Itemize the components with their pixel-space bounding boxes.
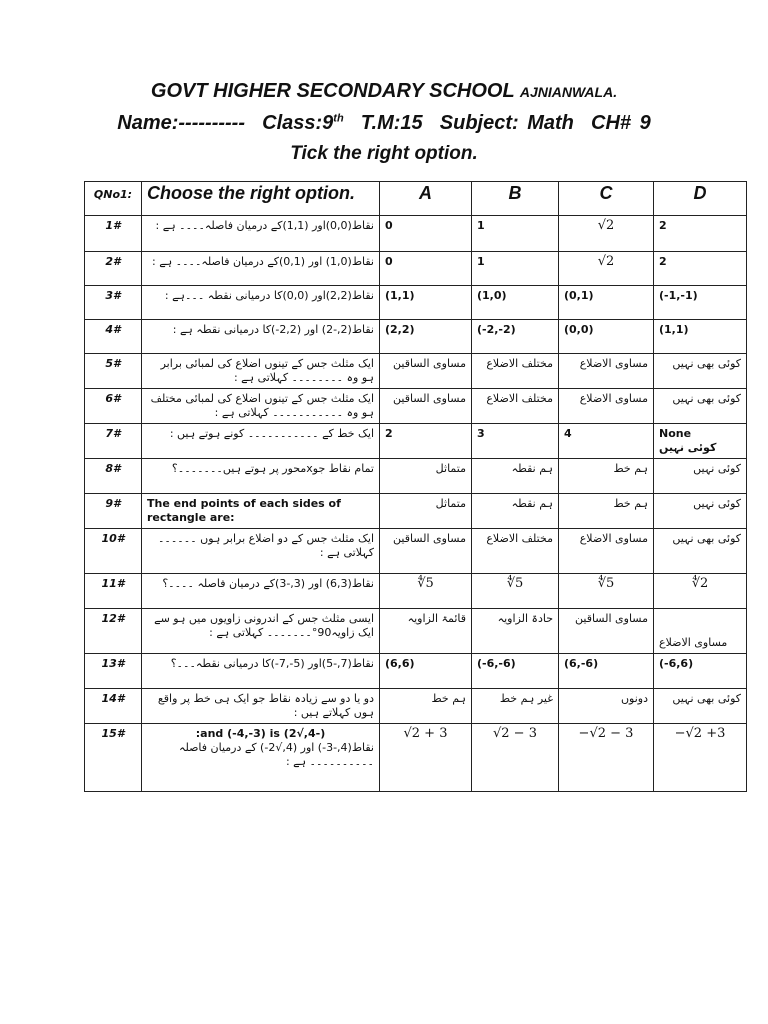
option-b-text: 1 bbox=[477, 255, 485, 268]
option-c bbox=[559, 389, 654, 424]
option-b bbox=[472, 494, 559, 529]
info-line bbox=[0, 112, 768, 135]
question-number: 13# bbox=[85, 654, 142, 689]
option-d bbox=[654, 320, 747, 354]
option-a bbox=[380, 320, 472, 354]
table-row bbox=[85, 724, 747, 792]
question-number: 3# bbox=[85, 286, 142, 320]
option-b bbox=[472, 459, 559, 494]
table-header-row bbox=[85, 182, 747, 216]
option-d bbox=[654, 252, 747, 286]
option-c bbox=[559, 459, 654, 494]
option-d-text: کوئی بھی نہیں bbox=[672, 692, 741, 705]
option-d-text: کوئی بھی نہیں bbox=[672, 392, 741, 405]
option-b bbox=[472, 252, 559, 286]
question-text: ایسی مثلث جس کے اندرونی زاویوں میں ہو سے ایک زاویہ90°۔۔۔۔۔۔۔ کہلاتی ہے : bbox=[142, 609, 380, 654]
option-b bbox=[472, 574, 559, 609]
question-text: تمام نقاط جوxمحور پر ہوتے ہیں۔۔۔۔۔۔۔؟ bbox=[142, 459, 380, 494]
question-text-urdu: نقاط(4,-3-) اور (4,√2-) کے درمیان فاصلہ ۔۔۔۔۔۔۔۔۔۔ ہے : bbox=[179, 741, 374, 768]
question-text: The end points of each sides of rectangle are: bbox=[142, 494, 380, 529]
option-c bbox=[559, 609, 654, 654]
table-row bbox=[85, 216, 747, 252]
option-c-text: ∜5 bbox=[597, 576, 615, 591]
question-number: 2# bbox=[85, 252, 142, 286]
column-c-header: C bbox=[559, 182, 654, 216]
option-b bbox=[472, 389, 559, 424]
option-b bbox=[472, 286, 559, 320]
column-b-header: B bbox=[472, 182, 559, 216]
option-c bbox=[559, 252, 654, 286]
option-b bbox=[472, 529, 559, 574]
option-b-text: مختلف الاضلاع bbox=[486, 392, 553, 405]
option-d-text: 2 bbox=[659, 219, 667, 232]
option-c-text: 4 bbox=[564, 427, 572, 440]
question-number: 4# bbox=[85, 320, 142, 354]
option-b-text: (-2,-2) bbox=[477, 323, 516, 336]
option-b bbox=[472, 609, 559, 654]
option-d-text: (-1,-1) bbox=[659, 289, 698, 302]
option-a bbox=[380, 689, 472, 724]
table-row bbox=[85, 459, 747, 494]
option-c-text: ہم خط bbox=[613, 462, 648, 475]
option-a-text: 2 bbox=[385, 427, 393, 440]
option-d bbox=[654, 689, 747, 724]
question-number: 15# bbox=[85, 724, 142, 792]
option-c bbox=[559, 354, 654, 389]
instruction: Tick the right option. bbox=[290, 143, 478, 164]
option-b-text: مختلف الاضلاع bbox=[486, 532, 553, 545]
option-a bbox=[380, 574, 472, 609]
option-c bbox=[559, 216, 654, 252]
option-a-text: √2 + 3 bbox=[403, 726, 448, 741]
table-row bbox=[85, 252, 747, 286]
option-b-text: (1,0) bbox=[477, 289, 507, 302]
option-d-urdu-text: کوئی نہیں bbox=[659, 441, 717, 454]
class-label: Class:9th bbox=[262, 112, 344, 134]
option-a-text: (1,1) bbox=[385, 289, 415, 302]
question-number: 5# bbox=[85, 354, 142, 389]
option-a-text: مساوی الساقین bbox=[393, 357, 466, 370]
question-text: نقاط(1,0) اور (0,1)کے درمیان فاصلہ۔۔۔۔ ہے : bbox=[142, 252, 380, 286]
option-b bbox=[472, 216, 559, 252]
subject-label: Subject: Math bbox=[439, 112, 574, 134]
option-c-text: مساوی الاضلاع bbox=[579, 392, 648, 405]
table-row bbox=[85, 320, 747, 354]
option-a-text: متماثل bbox=[435, 497, 466, 510]
option-c bbox=[559, 529, 654, 574]
table-title: Choose the right option. bbox=[142, 182, 380, 216]
option-d-text: کوئی نہیں bbox=[693, 462, 741, 475]
option-a-text: مساوی الساقین bbox=[393, 532, 466, 545]
question-number: 12# bbox=[85, 609, 142, 654]
question-text: ایک خط کے ۔۔۔۔۔۔۔۔۔۔۔ کونے ہوتے ہیں : bbox=[142, 424, 380, 459]
question-text: دو یا دو سے زیادہ نقاط جو ایک ہی خط پر واقع ہوں کہلاتے ہیں : bbox=[142, 689, 380, 724]
option-b-text: 3 bbox=[477, 427, 485, 440]
question-number-header: QNo1: bbox=[85, 182, 142, 216]
total-marks-label: T.M:15 bbox=[360, 112, 423, 134]
table-row bbox=[85, 286, 747, 320]
question-text: نقاط(2,2)اور (0,0)کا درمیانی نقطہ ۔۔۔ہے : bbox=[142, 286, 380, 320]
option-d-text: −√2 +3 bbox=[674, 726, 726, 741]
question-text: ایک مثلث جس کے تینوں اضلاع کی لمبائی برابر ہو وہ ۔۔۔۔۔۔۔۔ کہلاتی ہے : bbox=[142, 354, 380, 389]
column-a-header: A bbox=[380, 182, 472, 216]
option-d bbox=[654, 459, 747, 494]
option-b-text: √2 − 3 bbox=[493, 726, 537, 741]
option-d-text: 2 bbox=[659, 255, 667, 268]
option-a-text: مساوی الساقین bbox=[393, 392, 466, 405]
column-d-header: D bbox=[654, 182, 747, 216]
option-b-text: ہم نقطہ bbox=[511, 497, 553, 510]
table-row bbox=[85, 354, 747, 389]
question-number: 6# bbox=[85, 389, 142, 424]
option-a bbox=[380, 654, 472, 689]
option-a bbox=[380, 252, 472, 286]
option-c-text: (6,-6) bbox=[564, 657, 599, 670]
option-d bbox=[654, 389, 747, 424]
option-d bbox=[654, 574, 747, 609]
question-text: نقاط(0,0)اور (1,1)کے درمیان فاصلہ۔۔۔۔ ہے : bbox=[142, 216, 380, 252]
option-a bbox=[380, 216, 472, 252]
school-name: GOVT HIGHER SECONDARY SCHOOL bbox=[150, 80, 515, 102]
option-b-text: مختلف الاضلاع bbox=[486, 357, 553, 370]
option-c-text: √2 bbox=[597, 218, 615, 233]
option-c bbox=[559, 574, 654, 609]
mcq-table bbox=[84, 181, 747, 792]
option-d-text: کوئی بھی نہیں bbox=[672, 357, 741, 370]
option-d-text: کوئی بھی نہیں bbox=[672, 532, 741, 545]
school-title bbox=[0, 80, 768, 103]
option-d bbox=[654, 424, 747, 459]
table-row bbox=[85, 389, 747, 424]
option-b-text: حادۃ الزاویہ bbox=[497, 612, 553, 625]
option-b-text: (-6,-6) bbox=[477, 657, 516, 670]
option-c-text: مساوی الساقین bbox=[575, 612, 648, 625]
table-row bbox=[85, 424, 747, 459]
option-b-text: ∜5 bbox=[506, 576, 524, 591]
question-number: 8# bbox=[85, 459, 142, 494]
option-b bbox=[472, 689, 559, 724]
option-a bbox=[380, 494, 472, 529]
option-a-text: (2,2) bbox=[385, 323, 415, 336]
option-a-text: (6,6) bbox=[385, 657, 415, 670]
question-number: 1# bbox=[85, 216, 142, 252]
option-c bbox=[559, 689, 654, 724]
question-number: 7# bbox=[85, 424, 142, 459]
option-c-text: دونوں bbox=[620, 692, 648, 705]
option-b-text: 1 bbox=[477, 219, 485, 232]
option-b-text: ہم نقطہ bbox=[511, 462, 553, 475]
option-d-text: کوئی نہیں bbox=[693, 497, 741, 510]
option-d bbox=[654, 354, 747, 389]
table-row bbox=[85, 609, 747, 654]
question-text: ایک مثلث جس کے دو اضلاع برابر ہوں ۔۔۔۔۔۔ کہلاتی ہے : bbox=[142, 529, 380, 574]
option-b-text: غیر ہم خط bbox=[499, 692, 553, 705]
option-c bbox=[559, 424, 654, 459]
name-label: Name:---------- bbox=[117, 112, 245, 134]
option-b bbox=[472, 724, 559, 792]
option-c bbox=[559, 286, 654, 320]
option-c-text: −√2 − 3 bbox=[578, 726, 634, 741]
option-a bbox=[380, 724, 472, 792]
option-d-text: None bbox=[659, 427, 692, 440]
option-d bbox=[654, 609, 747, 654]
option-d bbox=[654, 654, 747, 689]
option-d bbox=[654, 494, 747, 529]
option-a bbox=[380, 286, 472, 320]
option-b bbox=[472, 320, 559, 354]
option-a bbox=[380, 424, 472, 459]
table-row bbox=[85, 689, 747, 724]
option-a-text: ∜5 bbox=[417, 576, 434, 591]
option-c-text: مساوی الاضلاع bbox=[579, 532, 648, 545]
option-b bbox=[472, 354, 559, 389]
option-a-text: 0 bbox=[385, 255, 393, 268]
option-c bbox=[559, 320, 654, 354]
option-d bbox=[654, 529, 747, 574]
table-row bbox=[85, 494, 747, 529]
question-text: نقاط(2,-2) اور (2,2-)کا درمیانی نقطہ ہے : bbox=[142, 320, 380, 354]
option-d bbox=[654, 724, 747, 792]
option-a bbox=[380, 354, 472, 389]
option-a-text: 0 bbox=[385, 219, 393, 232]
table-row bbox=[85, 529, 747, 574]
question-number: 9# bbox=[85, 494, 142, 529]
option-c bbox=[559, 724, 654, 792]
option-d-text: (-6,6) bbox=[659, 657, 694, 670]
option-c-text: (0,0) bbox=[564, 323, 594, 336]
table-row bbox=[85, 574, 747, 609]
option-d bbox=[654, 216, 747, 252]
option-a-text: قائمۃ الزاویہ bbox=[407, 612, 466, 625]
option-d bbox=[654, 286, 747, 320]
question-text: نقاط(6,3) اور (3,-3)کے درمیان فاصلہ ۔۔۔۔؟ bbox=[142, 574, 380, 609]
option-a bbox=[380, 609, 472, 654]
option-a-text: ہم خط bbox=[431, 692, 466, 705]
option-c-text: ہم خط bbox=[613, 497, 648, 510]
question-text bbox=[142, 724, 380, 792]
question-text: نقاط(7,-5)اور (5-,7-)کا درمیانی نقطہ۔۔۔؟ bbox=[142, 654, 380, 689]
option-a bbox=[380, 389, 472, 424]
option-d-text: مساوی الاضلاع bbox=[659, 636, 728, 649]
school-place: AJNIANWALA. bbox=[519, 84, 618, 100]
table-row bbox=[85, 654, 747, 689]
option-c-text: (0,1) bbox=[564, 289, 594, 302]
question-text: ایک مثلث جس کے تینوں اضلاع کی لمبائی مختلف ہو وہ ۔۔۔۔۔۔۔۔۔۔۔ کہلاتی ہے : bbox=[142, 389, 380, 424]
option-b bbox=[472, 654, 559, 689]
option-c bbox=[559, 654, 654, 689]
option-c-text: مساوی الاضلاع bbox=[579, 357, 648, 370]
question-number: 10# bbox=[85, 529, 142, 574]
option-d-text: ∜2 bbox=[691, 576, 709, 591]
option-a bbox=[380, 529, 472, 574]
option-c-text: √2 bbox=[597, 254, 615, 269]
option-c bbox=[559, 494, 654, 529]
question-number: 14# bbox=[85, 689, 142, 724]
option-d-text: (1,1) bbox=[659, 323, 689, 336]
option-a-text: متماثل bbox=[435, 462, 466, 475]
option-a bbox=[380, 459, 472, 494]
question-number: 11# bbox=[85, 574, 142, 609]
option-b bbox=[472, 424, 559, 459]
chapter-label: CH# 9 bbox=[591, 112, 651, 134]
question-text-english: (-4,√2) and (-4,-3) is: bbox=[195, 727, 326, 740]
